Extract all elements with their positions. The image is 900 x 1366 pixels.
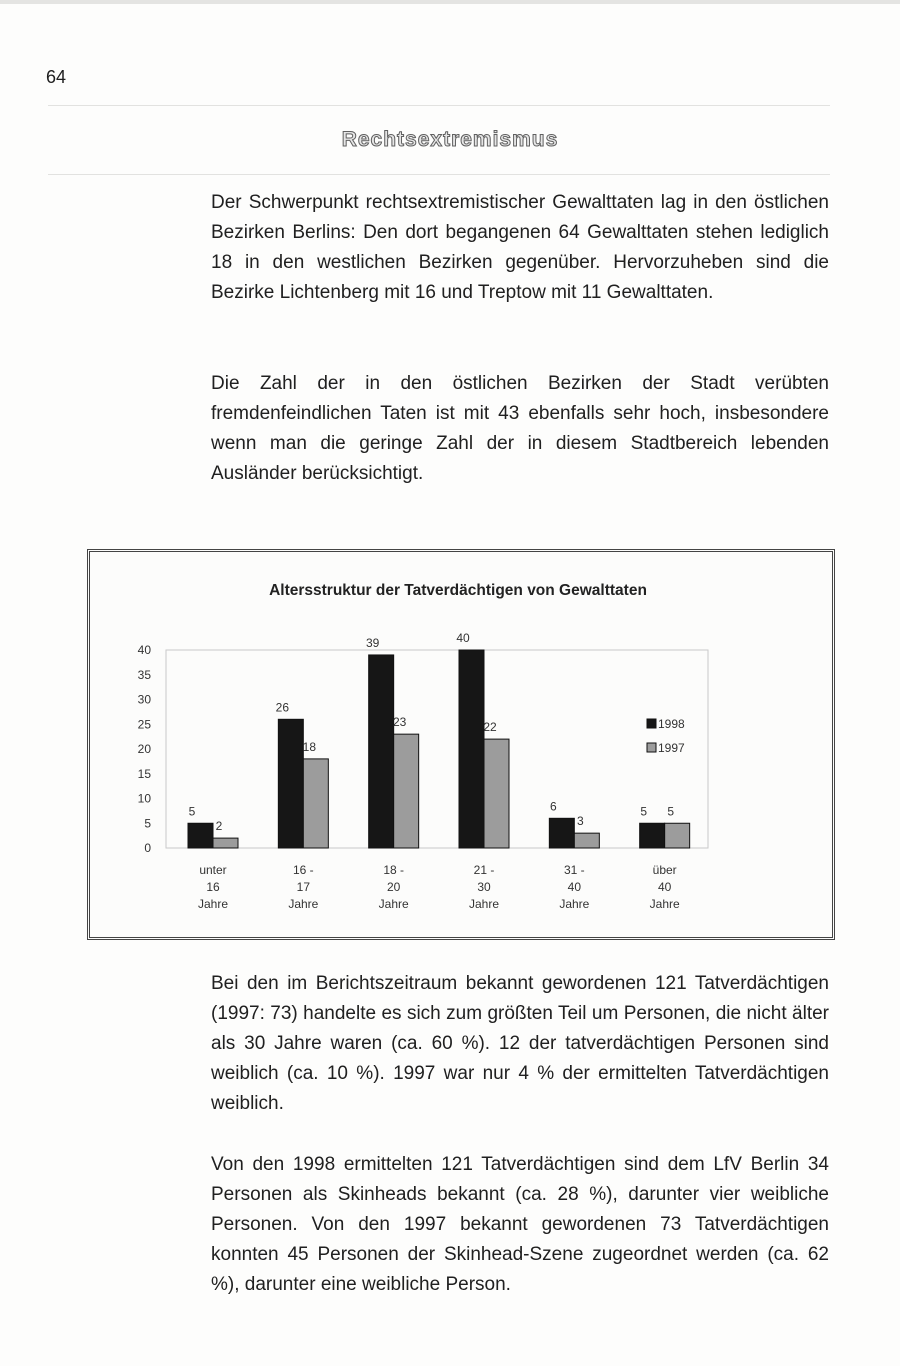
bar-1998-1 (278, 719, 303, 848)
paragraph-3: Bei den im Berichtszeitraum bekannt gewordenen 121 Tatverdächtigen (1997: 73) handelte es sich zum größten Teil um Personen, die nicht älter als 30 Jahre waren (ca. 60 %). 12 der tatverdächtigen Personen sind weiblich (ca. 10 %). 1997 war nur 4 % der ermittelten Tatverdächtigen weiblich. (211, 973, 829, 1114)
y-tick-label: 25 (137, 717, 151, 732)
bar-1998-3 (459, 650, 484, 848)
header-rule-top (48, 105, 830, 106)
y-tick-label: 0 (144, 841, 151, 855)
paragraph-2: Die Zahl der in den östlichen Bezirken der Stadt verübten fremdenfeindlichen Taten ist mit 43 ebenfalls sehr hoch, insbesondere wenn man die geringe Zahl der in diesem Stadtbereich lebenden Ausländer berücksichtigt. (211, 373, 829, 484)
bar-1998-4 (549, 818, 574, 848)
category-label: 40 (657, 880, 672, 894)
bar-1997-5 (665, 823, 690, 848)
chart-title: Altersstruktur der Tatverdächtigen von Gewalttaten (269, 582, 647, 599)
data-label-1997: 18 (302, 739, 317, 754)
category-label: Jahre (378, 897, 409, 911)
category-label: 17 (296, 880, 311, 894)
bar-1998-2 (369, 655, 394, 848)
legend-label-1998: 1998 (658, 717, 685, 731)
page-top-edge (0, 0, 900, 4)
category-label: 21 - (473, 863, 495, 877)
bar-1997-3 (484, 739, 509, 848)
category-label: über (652, 863, 677, 877)
bar-1997-4 (574, 833, 599, 848)
category-label: Jahre (288, 897, 319, 911)
data-label-1998: 26 (275, 700, 290, 715)
paragraph-4: Von den 1998 ermittelten 121 Tatverdächtigen sind dem LfV Berlin 34 Personen als Skinheads bekannt (ca. 28 %), darunter vier weibliche Personen. Von den 1997 bekannt gewordenen 73 Tatverdächtigen konnten 45 Personen der Skinhead-Szene zugeordnet werden (ca. 62 %), darunter eine weibliche Person. (211, 1154, 829, 1295)
category-label: unter (199, 863, 227, 877)
age-structure-bar-chart (90, 552, 832, 937)
y-tick-label: 10 (137, 791, 151, 806)
data-label-1998: 39 (365, 635, 380, 650)
y-tick-label: 5 (144, 816, 151, 831)
category-label: 20 (386, 880, 401, 894)
y-tick-label: 15 (137, 766, 151, 781)
data-label-1997: 22 (483, 720, 497, 735)
bar-1997-0 (213, 838, 238, 848)
section-title: Rechtsextremismus (341, 128, 559, 151)
data-label-1998: 5 (188, 804, 196, 819)
legend-swatch-1998 (647, 719, 656, 728)
category-label: 18 - (383, 863, 405, 877)
y-tick-label: 40 (137, 643, 151, 657)
category-label: Jahre (468, 897, 500, 911)
bar-1997-1 (303, 759, 328, 848)
bar-1997-2 (394, 734, 419, 848)
category-label: Jahre (559, 897, 590, 911)
category-label: 31 - (563, 863, 585, 877)
data-label-1998: 40 (456, 631, 470, 645)
category-label: 16 - (292, 863, 314, 877)
data-label-1998: 6 (549, 799, 557, 814)
category-label: Jahre (197, 897, 229, 911)
category-label: 30 (477, 880, 491, 894)
y-tick-label: 35 (137, 667, 151, 682)
data-label-1997: 2 (215, 819, 223, 834)
plot-area (166, 650, 708, 848)
header-rule-bottom (48, 174, 830, 175)
bar-1998-0 (188, 823, 213, 848)
y-tick-label: 30 (137, 692, 151, 707)
category-label: Jahre (649, 897, 680, 911)
bar-1998-5 (640, 823, 665, 848)
data-label-1997: 5 (667, 804, 675, 819)
legend-label-1997: 1997 (658, 741, 685, 755)
data-label-1998: 5 (640, 804, 648, 819)
legend-swatch-1997 (647, 743, 656, 752)
category-label: 16 (206, 880, 220, 894)
data-label-1997: 3 (576, 814, 584, 829)
page-number: 64 (46, 67, 67, 87)
chart-frame (87, 549, 835, 940)
paragraph-1: Der Schwerpunkt rechtsextremistischer Gewalttaten lag in den östlichen Bezirken Berlins: Den dort begangenen 64 Gewalttaten stehen lediglich 18 in den westlichen Bezirken gegenüber. Hervorzuheben sind die Bezirke Lichtenberg mit 16 und Treptow mit 11 Gewalttaten. (211, 192, 829, 303)
category-label: 40 (567, 880, 582, 894)
y-tick-label: 20 (137, 742, 151, 756)
data-label-1997: 23 (392, 715, 407, 730)
